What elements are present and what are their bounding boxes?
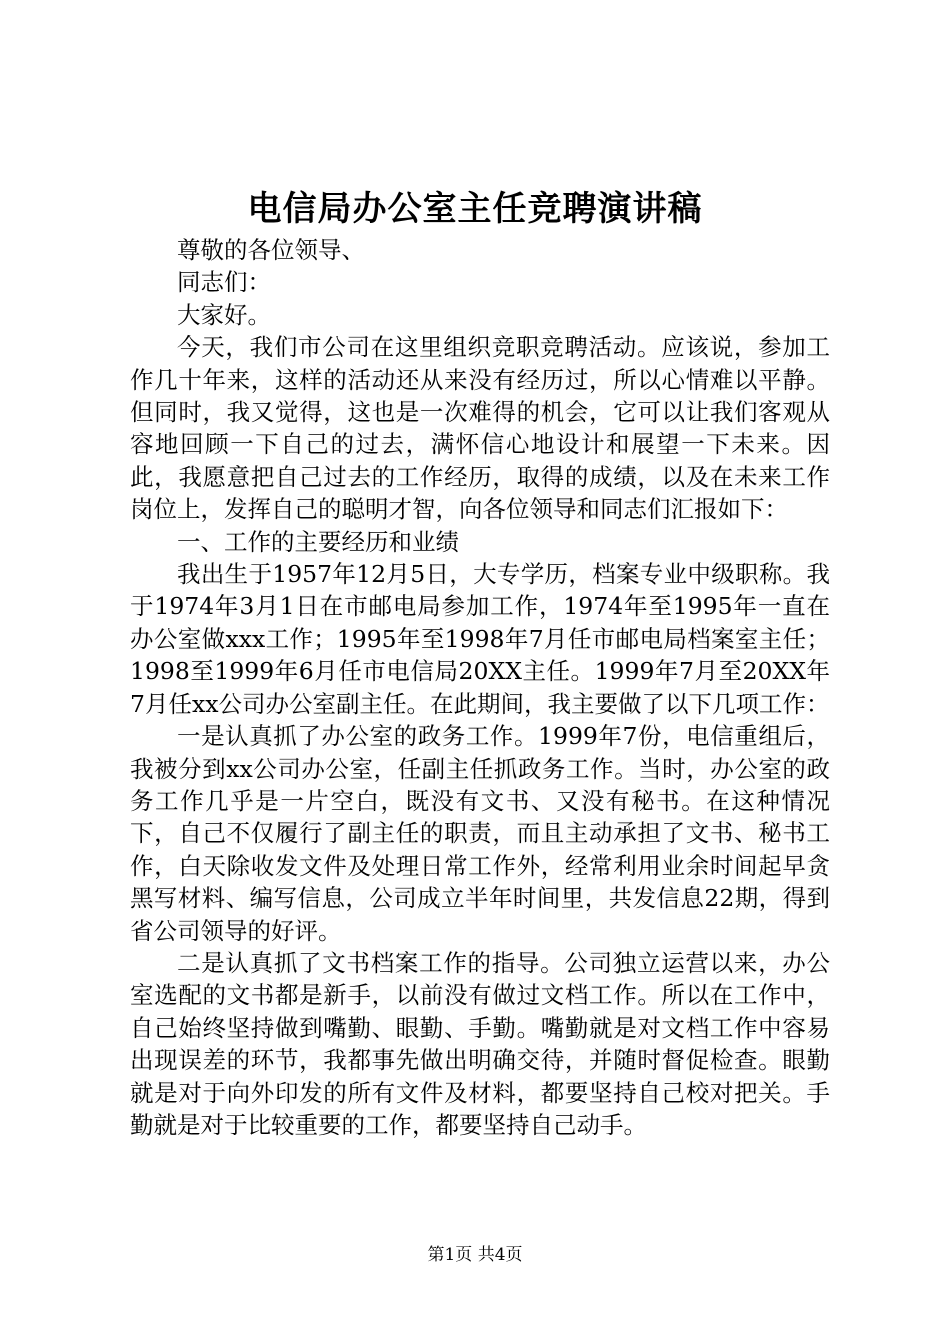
section-heading: 一、工作的主要经历和业绩 <box>177 527 459 556</box>
work-item-two: 二是认真抓了文书档案工作的指导。公司独立运营以来，办公室选配的文书都是新手，以前没有做过文档工作。所以在工作中，自己始终坚持做到嘴勤、眼勤、手勤。嘴勤就是对文档工作中容易出现误差的环节，我都事先做出明确交待，并随时督促检查。眼勤就是对于向外印发的所有文件及材料，都要坚持自己校对把关。手勤就是对于比较重要的工作，都要坚持自己动手。 <box>130 948 830 1139</box>
career-paragraph: 我出生于1957年12月5日，大专学历，档案专业中级职称。我于1974年3月1日在市邮电局参加工作，1974年至1995年一直在办公室做xxx工作；1995年至1998年7月任市邮电局档案室主任；1998至1999年6月任市电信局20XX主任。1999年7月至20XX年7月任xx公司办公室副主任。在此期间，我主要做了以下几项工作： <box>130 560 830 718</box>
work-item-one: 一是认真抓了办公室的政务工作。1999年7份，电信重组后，我被分到xx公司办公室，任副主任抓政务工作。当时，办公室的政务工作几乎是一片空白，既没有文书、又没有秘书。在这种情况下，自己不仅履行了副主任的职责，而且主动承担了文书、秘书工作，白天除收发文件及处理日常工作外，经常利用业余时间起早贪黑写材料、编写信息，公司成立半年时间里，共发信息22期，得到省公司领导的好评。 <box>130 722 830 945</box>
salutation-comrades: 同志们： <box>177 268 271 297</box>
intro-paragraph: 今天，我们市公司在这里组织竞职竞聘活动。应该说，参加工作几十年来，这样的活动还从来没有经历过，所以心情难以平静。但同时，我又觉得，这也是一次难得的机会，它可以让我们客观从容地回顾一下自己的过去，满怀信心地设计和展望一下未来。因此，我愿意把自己过去的工作经历，取得的成绩，以及在未来工作岗位上，发挥自己的聪明才智，向各位领导和同志们汇报如下： <box>130 333 830 524</box>
document-body <box>130 234 830 1141</box>
salutation-leaders: 尊敬的各位领导、 <box>177 236 365 264</box>
document-title: 电信局办公室主任竞聘演讲稿 <box>247 189 703 229</box>
greeting: 大家好。 <box>177 300 271 329</box>
page-number: 第1页 共4页 <box>427 1245 523 1265</box>
